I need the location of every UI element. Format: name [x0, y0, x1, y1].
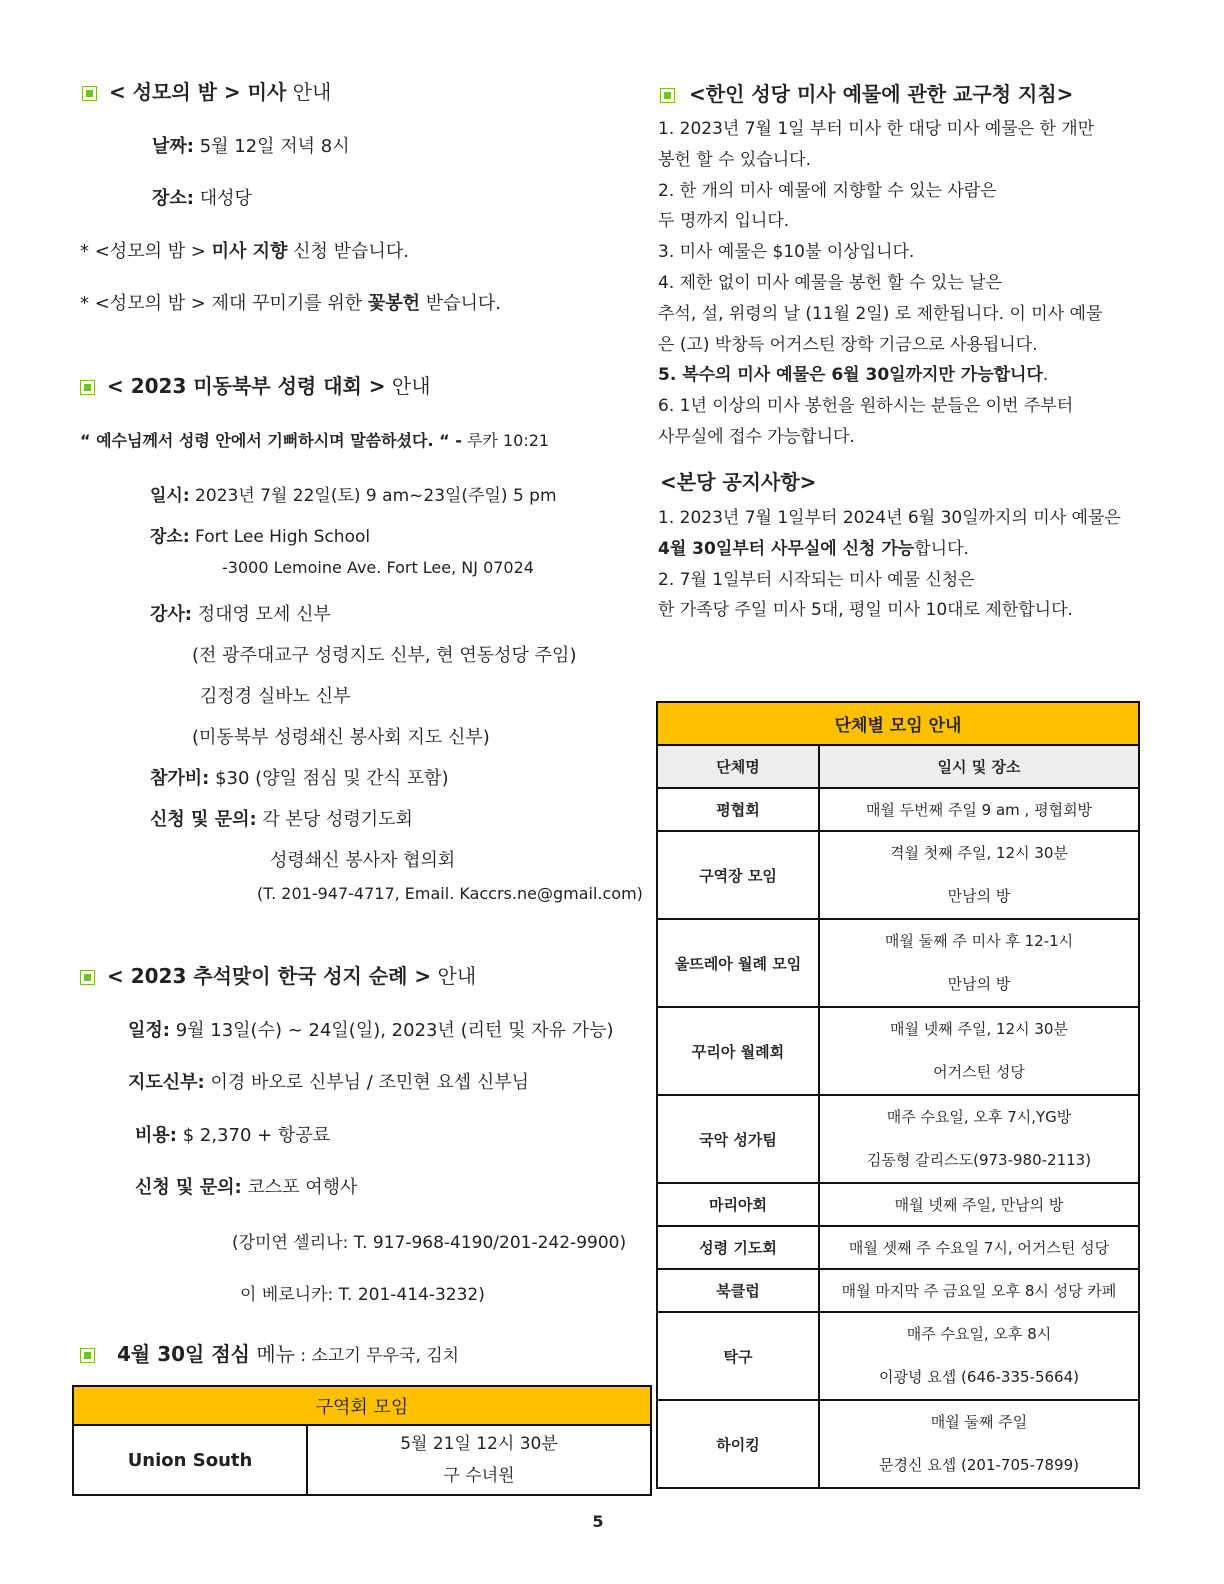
conference-contact2: 성령쇄신 봉사자 협의회 [270, 850, 456, 871]
pilgrimage-priests: 지도신부: 이경 바오로 신부님 / 조민현 요셉 신부님 [128, 1072, 530, 1093]
table-row: 꾸리아 월례회 매월 넷째 주일, 12시 30분 어거스틴 성당 [657, 1007, 1139, 1095]
checkbox-bullet-icon [660, 88, 675, 103]
table-row: 평협회 매월 두번째 주일 9 am , 평협회방 [657, 788, 1139, 831]
district-name-cell: Union South [73, 1425, 307, 1495]
conference-speaker-note2: (미동북부 성령쇄신 봉사회 지도 신부) [192, 727, 490, 748]
district-info-cell: 5월 21일 12시 30분 구 수녀원 [307, 1425, 651, 1495]
table-row: 마리아회 매월 넷째 주일, 만남의 방 [657, 1183, 1139, 1226]
pilgrimage-contact: 신청 및 문의: 코스포 여행사 [135, 1177, 358, 1198]
conference-contact3: (T. 201-947-4717, Email. Kaccrs.ne@gmail.com) [257, 884, 643, 903]
checkbox-bullet-icon [82, 86, 97, 101]
district-meeting-table [72, 1385, 652, 1496]
conference-date: 일시: 2023년 7월 22일(토) 9 am~23일(주일) 5 pm [150, 486, 557, 506]
table-row: 구역장 모임 격월 첫째 주일, 12시 30분 만남의 방 [657, 831, 1139, 919]
conference-address: -3000 Lemoine Ave. Fort Lee, NJ 07024 [222, 558, 534, 577]
may-mass-place: 장소: 대성당 [152, 188, 252, 209]
section-heading-mass-offering-guidelines: <한인 성당 미사 예물에 관한 교구청 지침> [660, 78, 1073, 107]
conference-contact: 신청 및 문의: 각 본당 성령기도회 [150, 809, 413, 830]
section-heading-holy-spirit-conference: < 2023 미동북부 성령 대회 > 안내 [80, 370, 431, 399]
table-row: 국악 성가팀 매주 수요일, 오후 7시,YG방 김동형 갈리스도(973-980-2113) [657, 1095, 1139, 1183]
may-mass-note-flowers: * <성모의 밤 > 제대 꾸미기를 위한 꽃봉헌 받습니다. [80, 293, 502, 314]
guidelines-list: 1. 2023년 7월 1일 부터 미사 한 대당 미사 예물은 한 개만 봉헌 할 수 있습니다. 2. 한 개의 미사 예물에 지향할 수 있는 사람은 두 명까지 입니다. 3. 미사 예물은 $10불 이상입니다. 4. 제한 없이 미사 예물을 봉헌 할 수 있는 날은 추석, 설, 위령의 날 (11월 2일) 로 제한됩니다. 이 미사 예물 은 (고) 박창득 어거스틴 장학 기금으로 사용됩니다. 5. 복수의 미사 예물은 6월 30일까지만 가능합니다. 6. 1년 이상의 미사 봉헌을 원하시는 분들은 이번 주부터 사무실에 접수 가능합니다. [658, 119, 1103, 447]
table-row: 탁구 매주 수요일, 오후 8시 이광녕 요셉 (646-335-5664) [657, 1312, 1139, 1400]
table-row: 하이킹 매월 둘째 주일 문경신 요셉 (201-705-7899) [657, 1400, 1139, 1488]
table-row: 성령 기도회 매월 셋째 주 수요일 7시, 어거스틴 성당 [657, 1226, 1139, 1269]
may-mass-note-intention: * <성모의 밤 > 미사 지향 신청 받습니다. [80, 241, 409, 262]
page-number: 5 [592, 1512, 604, 1531]
conference-speaker: 강사: 정대영 모세 신부 [150, 604, 331, 625]
section-heading-may-mass: < 성모의 밤 > 미사 안내 [82, 76, 331, 105]
conference-place: 장소: Fort Lee High School [150, 527, 371, 547]
pilgrimage-cost: 비용: $ 2,370 + 항공료 [135, 1125, 331, 1146]
section-heading-parish-notice: <본당 공지사항> [660, 470, 817, 494]
checkbox-bullet-icon [80, 970, 95, 985]
conference-speaker-note1: (전 광주대교구 성령지도 신부, 현 연동성당 주임) [192, 645, 577, 666]
groups-table-title: 단체별 모임 안내 [657, 702, 1139, 745]
may-mass-date: 날짜: 5월 12일 저녁 8시 [152, 136, 350, 157]
checkbox-bullet-icon [80, 1348, 95, 1363]
pilgrimage-contact3: 이 베로니카: T. 201-414-3232) [240, 1285, 485, 1305]
pilgrimage-schedule: 일정: 9월 13일(수) ~ 24일(일), 2023년 (리턴 및 자유 가능) [128, 1020, 614, 1041]
checkbox-bullet-icon [80, 380, 95, 395]
table-row: 북클럽 매월 마지막 주 금요일 오후 8시 성당 카페 [657, 1269, 1139, 1312]
groups-col-schedule-header: 일시 및 장소 [819, 745, 1139, 788]
groups-col-name-header: 단체명 [657, 745, 819, 788]
conference-speaker2: 김정경 실바노 신부 [200, 686, 351, 707]
district-table-title: 구역회 모임 [73, 1386, 651, 1425]
table-row: 울뜨레아 월례 모임 매월 둘째 주 미사 후 12-1시 만남의 방 [657, 919, 1139, 1007]
parish-notice-list: 1. 2023년 7월 1일부터 2024년 6월 30일까지의 미사 예물은 4월 30일부터 사무실에 신청 가능합니다. 2. 7월 1일부터 시작되는 미사 예물 신청은 한 가족당 주일 미사 5대, 평일 미사 10대로 제한합니다. [658, 508, 1121, 621]
group-meetings-table [656, 701, 1140, 1489]
conference-fee: 참가비: $30 (양일 점심 및 간식 포함) [150, 768, 449, 789]
section-heading-lunch-menu: 4월 30일 점심 메뉴 : 소고기 무우국, 김치 [80, 1338, 459, 1367]
section-heading-pilgrimage: < 2023 추석맞이 한국 성지 순례 > 안내 [80, 960, 476, 989]
pilgrimage-contact2: (강미연 셀리나: T. 917-968-4190/201-242-9900) [232, 1233, 627, 1253]
conference-quote: “ 예수님께서 성령 안에서 기뻐하시며 말씀하셨다. “ - 루카 10:21 [80, 431, 550, 450]
